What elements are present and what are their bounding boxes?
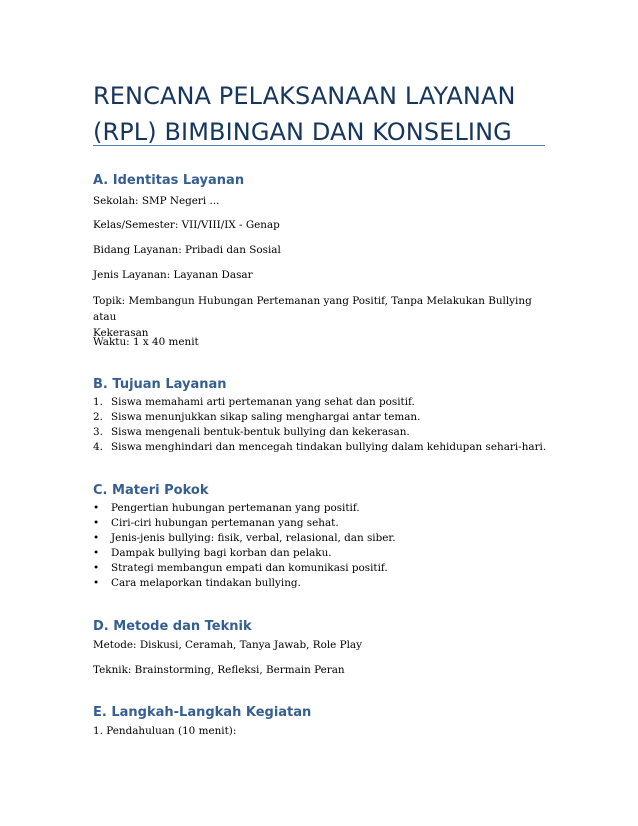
list-number: 1. (93, 396, 103, 408)
list-item-text: Siswa menghindari dan mencegah tindakan bullying dalam kehidupan sehari-hari. (111, 441, 547, 453)
kelas-semester-text: Kelas/Semester: VII/VIII/IX - Genap (93, 219, 280, 231)
materi-list (93, 501, 543, 591)
list-item-text: Siswa mengenali bentuk-bentuk bullying dan kekerasan. (111, 426, 410, 438)
list-item-text: Siswa memahami arti pertemanan yang sehat dan positif. (111, 396, 415, 408)
list-item (93, 425, 543, 440)
section-d-heading: D. Metode dan Teknik (93, 619, 252, 634)
list-item (93, 501, 543, 516)
list-item-text: Pengertian hubungan pertemanan yang positif. (111, 502, 360, 514)
list-item (93, 440, 547, 455)
list-item (93, 410, 543, 425)
tujuan-list (93, 395, 547, 455)
list-number: 3. (93, 426, 103, 438)
section-c-heading: C. Materi Pokok (93, 483, 209, 498)
document-title (93, 78, 553, 150)
section-b-heading: B. Tujuan Layanan (93, 377, 227, 392)
title-underline (93, 145, 545, 146)
list-item-text: Ciri-ciri hubungan pertemanan yang sehat. (111, 517, 339, 529)
bullet-icon: • (93, 547, 100, 559)
list-item (93, 395, 543, 410)
pendahuluan-text: 1. Pendahuluan (10 menit): (93, 725, 237, 737)
teknik-text: Teknik: Brainstorming, Refleksi, Bermain Peran (93, 664, 345, 676)
metode-text: Metode: Diskusi, Ceramah, Tanya Jawab, Role Play (93, 639, 362, 651)
topik-line-2: Kekerasan (93, 327, 149, 339)
bullet-icon: • (93, 532, 100, 544)
section-a-heading: A. Identitas Layanan (93, 173, 245, 188)
topik-line-1: Topik: Membangun Hubungan Pertemanan yang Positif, Tanpa Melakukan Bullying atau (93, 295, 532, 323)
bullet-icon: • (93, 517, 100, 529)
title-line-2: (RPL) BIMBINGAN DAN KONSELING (93, 118, 512, 146)
waktu-text: Waktu: 1 x 40 menit (93, 336, 199, 348)
sekolah-text: Sekolah: SMP Negeri ... (93, 195, 220, 207)
list-item (93, 576, 543, 591)
list-item-text: Dampak bullying bagi korban dan pelaku. (111, 547, 332, 559)
list-item (93, 531, 543, 546)
list-item (93, 516, 543, 531)
list-item-text: Cara melaporkan tindakan bullying. (111, 577, 301, 589)
list-item (93, 561, 543, 576)
bullet-icon: • (93, 502, 100, 514)
list-number: 4. (93, 441, 103, 453)
list-item (93, 546, 543, 561)
title-line-1: RENCANA PELAKSANAAN LAYANAN (93, 82, 516, 110)
list-item-text: Jenis-jenis bullying: fisik, verbal, relasional, dan siber. (111, 532, 396, 544)
jenis-layanan-text: Jenis Layanan: Layanan Dasar (93, 269, 253, 281)
bidang-layanan-text: Bidang Layanan: Pribadi dan Sosial (93, 244, 281, 256)
list-number: 2. (93, 411, 103, 423)
bullet-icon: • (93, 577, 100, 589)
section-e-heading: E. Langkah-Langkah Kegiatan (93, 705, 312, 720)
bullet-icon: • (93, 562, 100, 574)
list-item-text: Strategi membangun empati dan komunikasi positif. (111, 562, 388, 574)
list-item-text: Siswa menunjukkan sikap saling menghargai antar teman. (111, 411, 421, 423)
